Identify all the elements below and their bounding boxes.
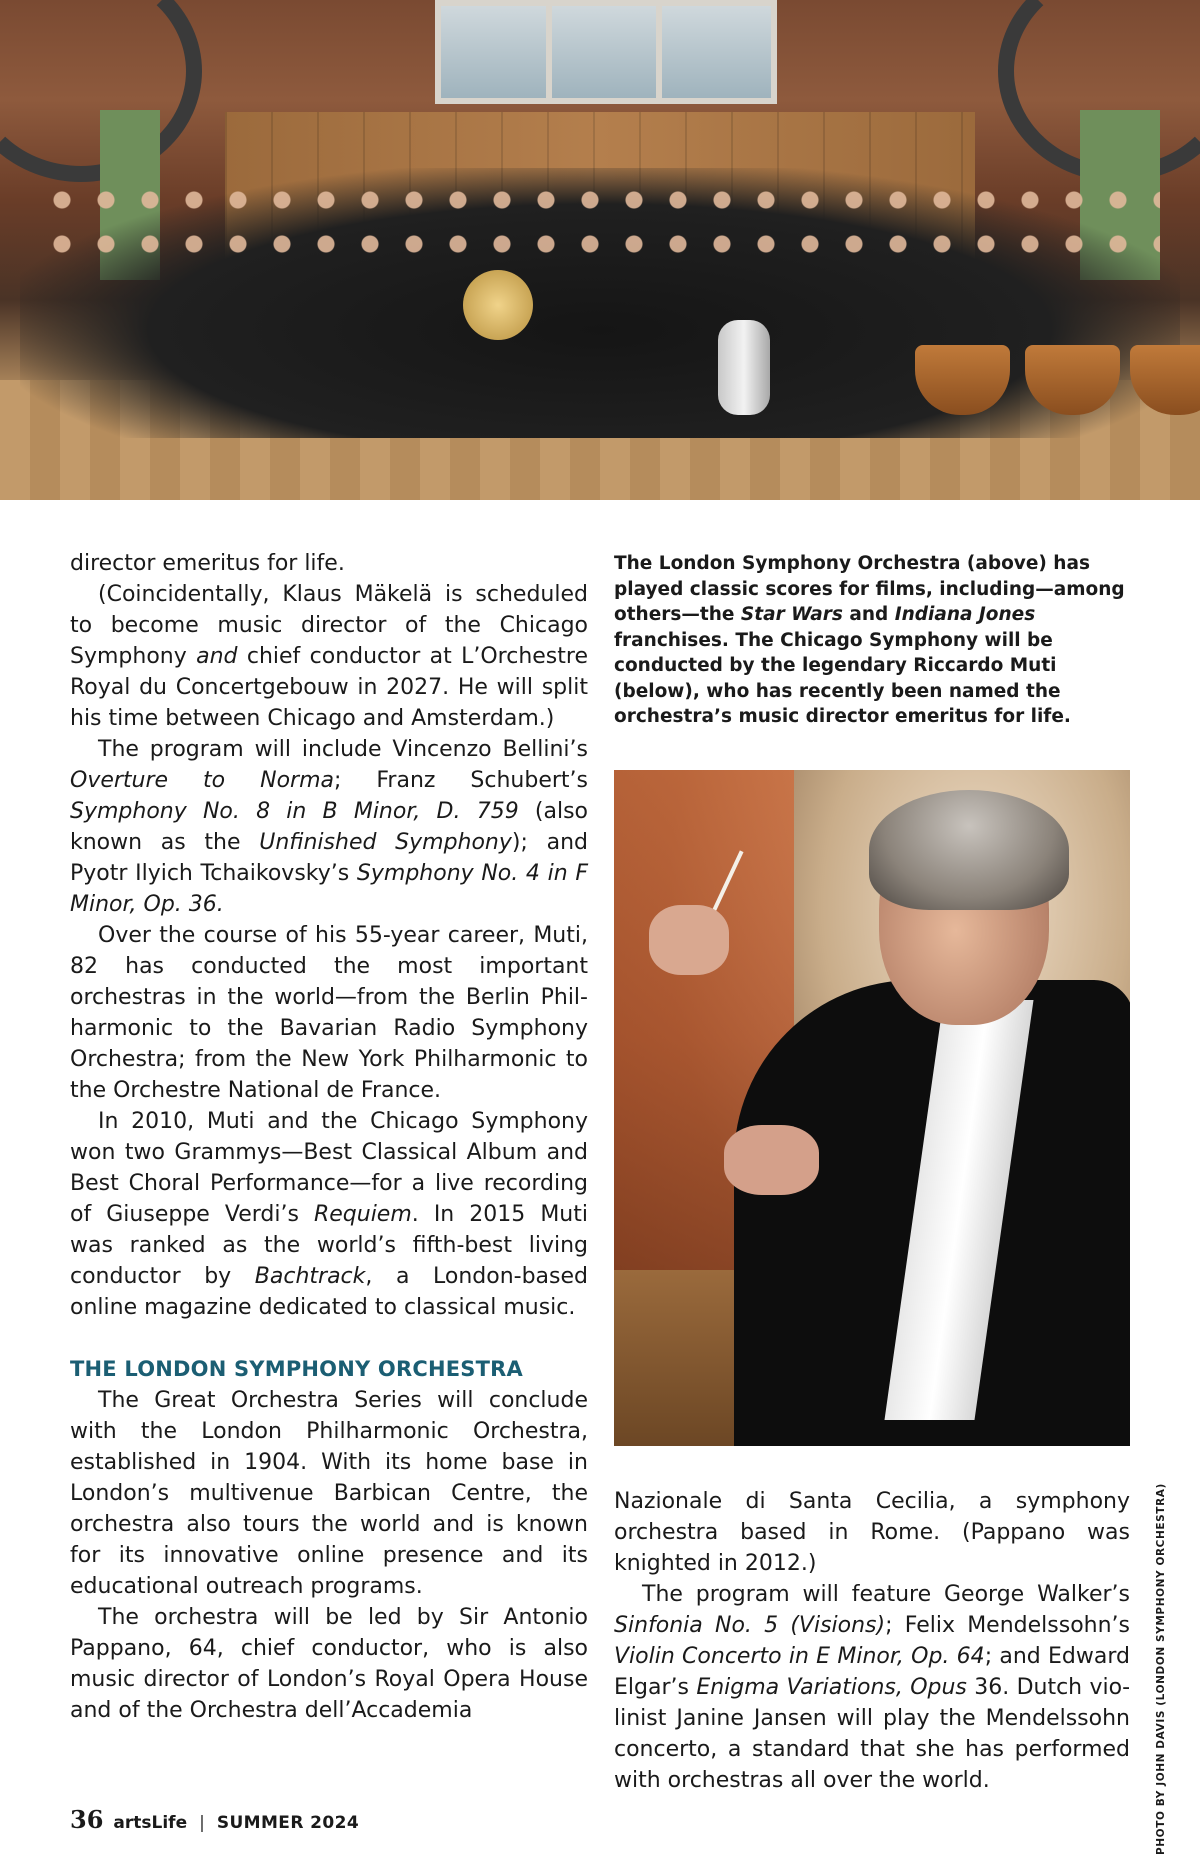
left-column-body xyxy=(70,548,588,1323)
page-footer xyxy=(70,1805,359,1835)
paragraph-s1: The Great Orchestra Series will conclude with the London Philharmonic Orchestra, established in 1904. With its home base in London’s multivenue Barbican Centre, the orchestra also tours the world and is known for its innovative online presence and its educational outreach programs. xyxy=(70,1388,588,1599)
tuba xyxy=(718,320,770,415)
photo-credit: PHOTO BY JOHN DAVIS (LONDON SYMPHONY ORCHESTRA) xyxy=(1155,1483,1167,1855)
baton-hand xyxy=(649,905,729,975)
page-number: 36 xyxy=(70,1805,104,1834)
photo-caption: The London Symphony Orchestra (above) has played classic scores for films, including—among others—the Star Wars and Indiana Jones franchises. The Chicago Symphony will be conducted by the legendary Riccardo Muti (below), who has recently been named the orchestra’s music director emeritus for life. xyxy=(614,553,1125,727)
conductor-hair xyxy=(869,790,1069,910)
gesturing-hand xyxy=(724,1125,819,1195)
conductor-photo xyxy=(614,770,1130,1446)
hall-window xyxy=(435,0,777,104)
issue-label: SUMMER 2024 xyxy=(216,1813,360,1833)
paragraph-p2: The program will include Vincenzo Bellini’s Overture to Norma; Franz Schubert’s Symphony No. 8 in B Minor, D. 759 (also known as the Unfinished Symphony); and Pyotr Ilyich Tchaikovsky’s Symphony No. 4 in F Minor, Op. 36. xyxy=(70,737,588,917)
paragraph-p3: Over the course of his 55-year career, Muti, 82 has conducted the most important orchestras in the world—from the Berlin Philharmonic to the Bavarian Radio Symphony Orchestra; from the New York Philharmonic to the Orchestre National de France. xyxy=(70,923,588,1103)
right-column-body xyxy=(614,1486,1130,1796)
paragraph-r2: The program will feature George Walker’s Sinfonia No. 5 (Visions); Felix Mendelssohn’s Violin Concerto in E Minor, Op. 64; and Edward Elgar’s Enigma Variations, Opus 36. Dutch violinist Janine Jansen will play the Mendelssohn concerto, a standard that she has performed with orchestras all over the world. xyxy=(614,1582,1131,1793)
musician-heads xyxy=(40,178,1160,268)
paragraph-s2: The orchestra will be led by Sir Antonio Pappano, 64, chief conductor, who is also music director of London’s Royal Opera House and of the Orchestra dell’Accademia xyxy=(70,1605,588,1723)
footer-separator: | xyxy=(199,1813,205,1833)
orchestra-hero-photo xyxy=(0,0,1200,500)
section-body xyxy=(70,1385,588,1726)
paragraph-r1: Nazionale di Santa Cecilia, a symphony orchestra based in Rome. (Pappano was knighted in 2012.) xyxy=(614,1489,1130,1576)
section-heading: THE LONDON SYMPHONY ORCHESTRA xyxy=(70,1357,523,1381)
cymbal xyxy=(463,270,533,340)
publication-name: artsLife xyxy=(113,1813,188,1833)
right-column xyxy=(614,1486,1130,1796)
paragraph-p4: In 2010, Muti and the Chicago Symphony won two Grammys—Best Classical Album and Best Choral Performance—for a live recording of Giuseppe Verdi’s Requiem. In 2015 Muti was ranked as the world’s fifth-best living conductor by Bachtrack, a London-based online magazine dedicated to classical music. xyxy=(70,1109,589,1320)
paragraph-p1: (Coincidentally, Klaus Mäkelä is scheduled to become music director of the Chicago Symphony and chief conductor at L’Orchestre Royal du Concertgebouw in 2027. He will split his time between Chicago and Amsterdam.) xyxy=(70,582,588,731)
paragraph-p0: director emeritus for life. xyxy=(70,551,345,576)
left-column xyxy=(70,548,588,1726)
